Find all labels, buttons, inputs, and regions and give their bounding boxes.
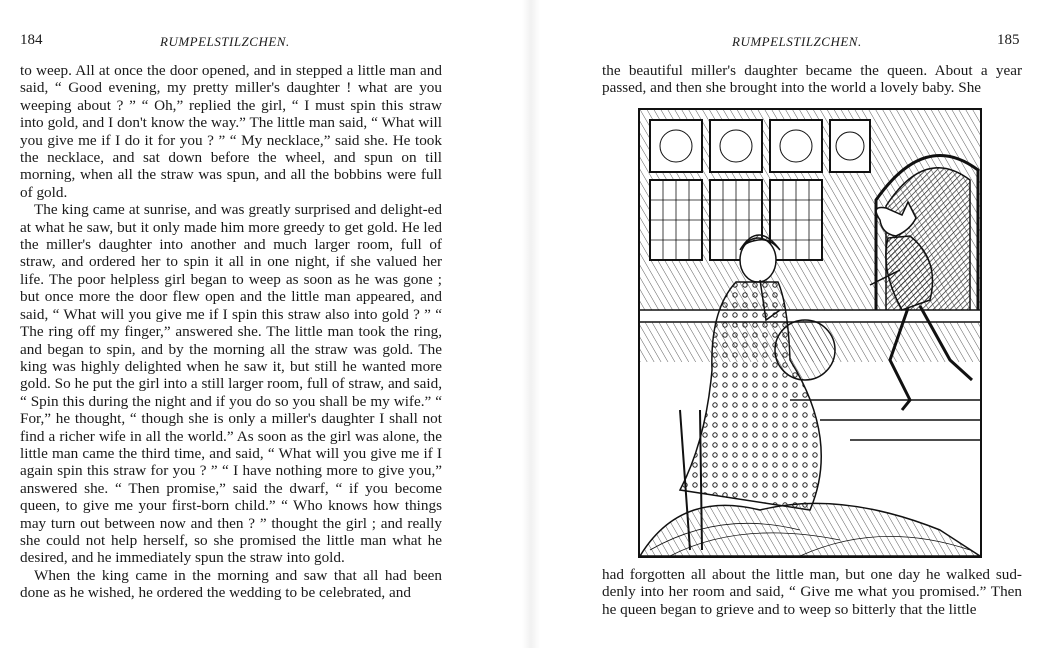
paragraph: to weep. All at once the door opened, and in stepped a little man and said, “ Good evening, my pretty miller's daughter ! what are you weeping about ? ” “ Oh,” replied the girl, “ I must spin this straw into gold, and I don't know the way.” The little man said, “ What will you give me if I do it for you ? ” “ My necklace,” said she. He took the necklace, and sat down before the wheel, and spun on till morning, when all the straw was spun, and all the bobbins were full of gold. — [20, 62, 442, 201]
page-number-right: 185 — [997, 32, 1020, 48]
paragraph: the beautiful miller's daughter became the queen. About a year passed, and then she brought into the world a lovely baby. She — [602, 62, 1022, 97]
paragraph: When the king came in the morning and saw that all had been done as he wished, he ordered the wedding to be celebrated, and — [20, 566, 442, 602]
book-gutter — [522, 0, 540, 648]
page-number-left: 184 — [20, 32, 43, 48]
running-head-right: RUMPELSTILZCHEN. — [732, 34, 862, 49]
right-page — [540, 0, 1053, 648]
paragraph: The king came at sunrise, and was greatly surprised and delight-ed at what he saw, but it only made him more greedy to get gold. He led the miller's daughter into another and much larger room, full of straw, and ordered her to spin it all in one night, if she valued her life. The poor helpless girl began to weep as soon as he was gone ; but once more the door flew open and the little man appeared, and said, “ What will you give me if I spin this straw also into gold ? ” “ The ring off my finger,” answered she. The little man took the ring, and began to spin, and by the morning all the straw was gold. The king was highly delighted when he saw it, but still he wanted more gold. So he put the girl into a still larger room, full of straw, and said, “ Spin this during the night and if you do so you shall be my wife.” “ For,” he thought, “ though she is only a miller's daughter I shall not find a richer wife in all the world.” As soon as the girl was alone, the little man came the third time, and said, “ What will you give me if I again spin this straw for you ? ” “ I have nothing more to give you,” answered she. “ Then promise,” said the dwarf, “ if you become queen, to give me your first-born child.” “ Who knows how things may turn out between now and then ? ” thought the girl ; and really she could not help herself, so she promised the little man what he desired, and he immediately spun the straw into gold. — [20, 201, 442, 567]
left-page-body — [20, 62, 442, 602]
right-page-top-text — [602, 62, 1022, 97]
engraving-illustration — [638, 108, 982, 558]
right-page-bottom-text — [602, 566, 1022, 618]
paragraph: had forgotten all about the little man, but one day he walked sud-denly into her room and said, “ Give me what you promised.” Then he queen began to grieve and to weep so bitterly that the little — [602, 566, 1022, 618]
engraving-drawing — [640, 110, 980, 556]
left-page — [0, 0, 520, 648]
running-head-left: RUMPELSTILZCHEN. — [160, 34, 290, 49]
